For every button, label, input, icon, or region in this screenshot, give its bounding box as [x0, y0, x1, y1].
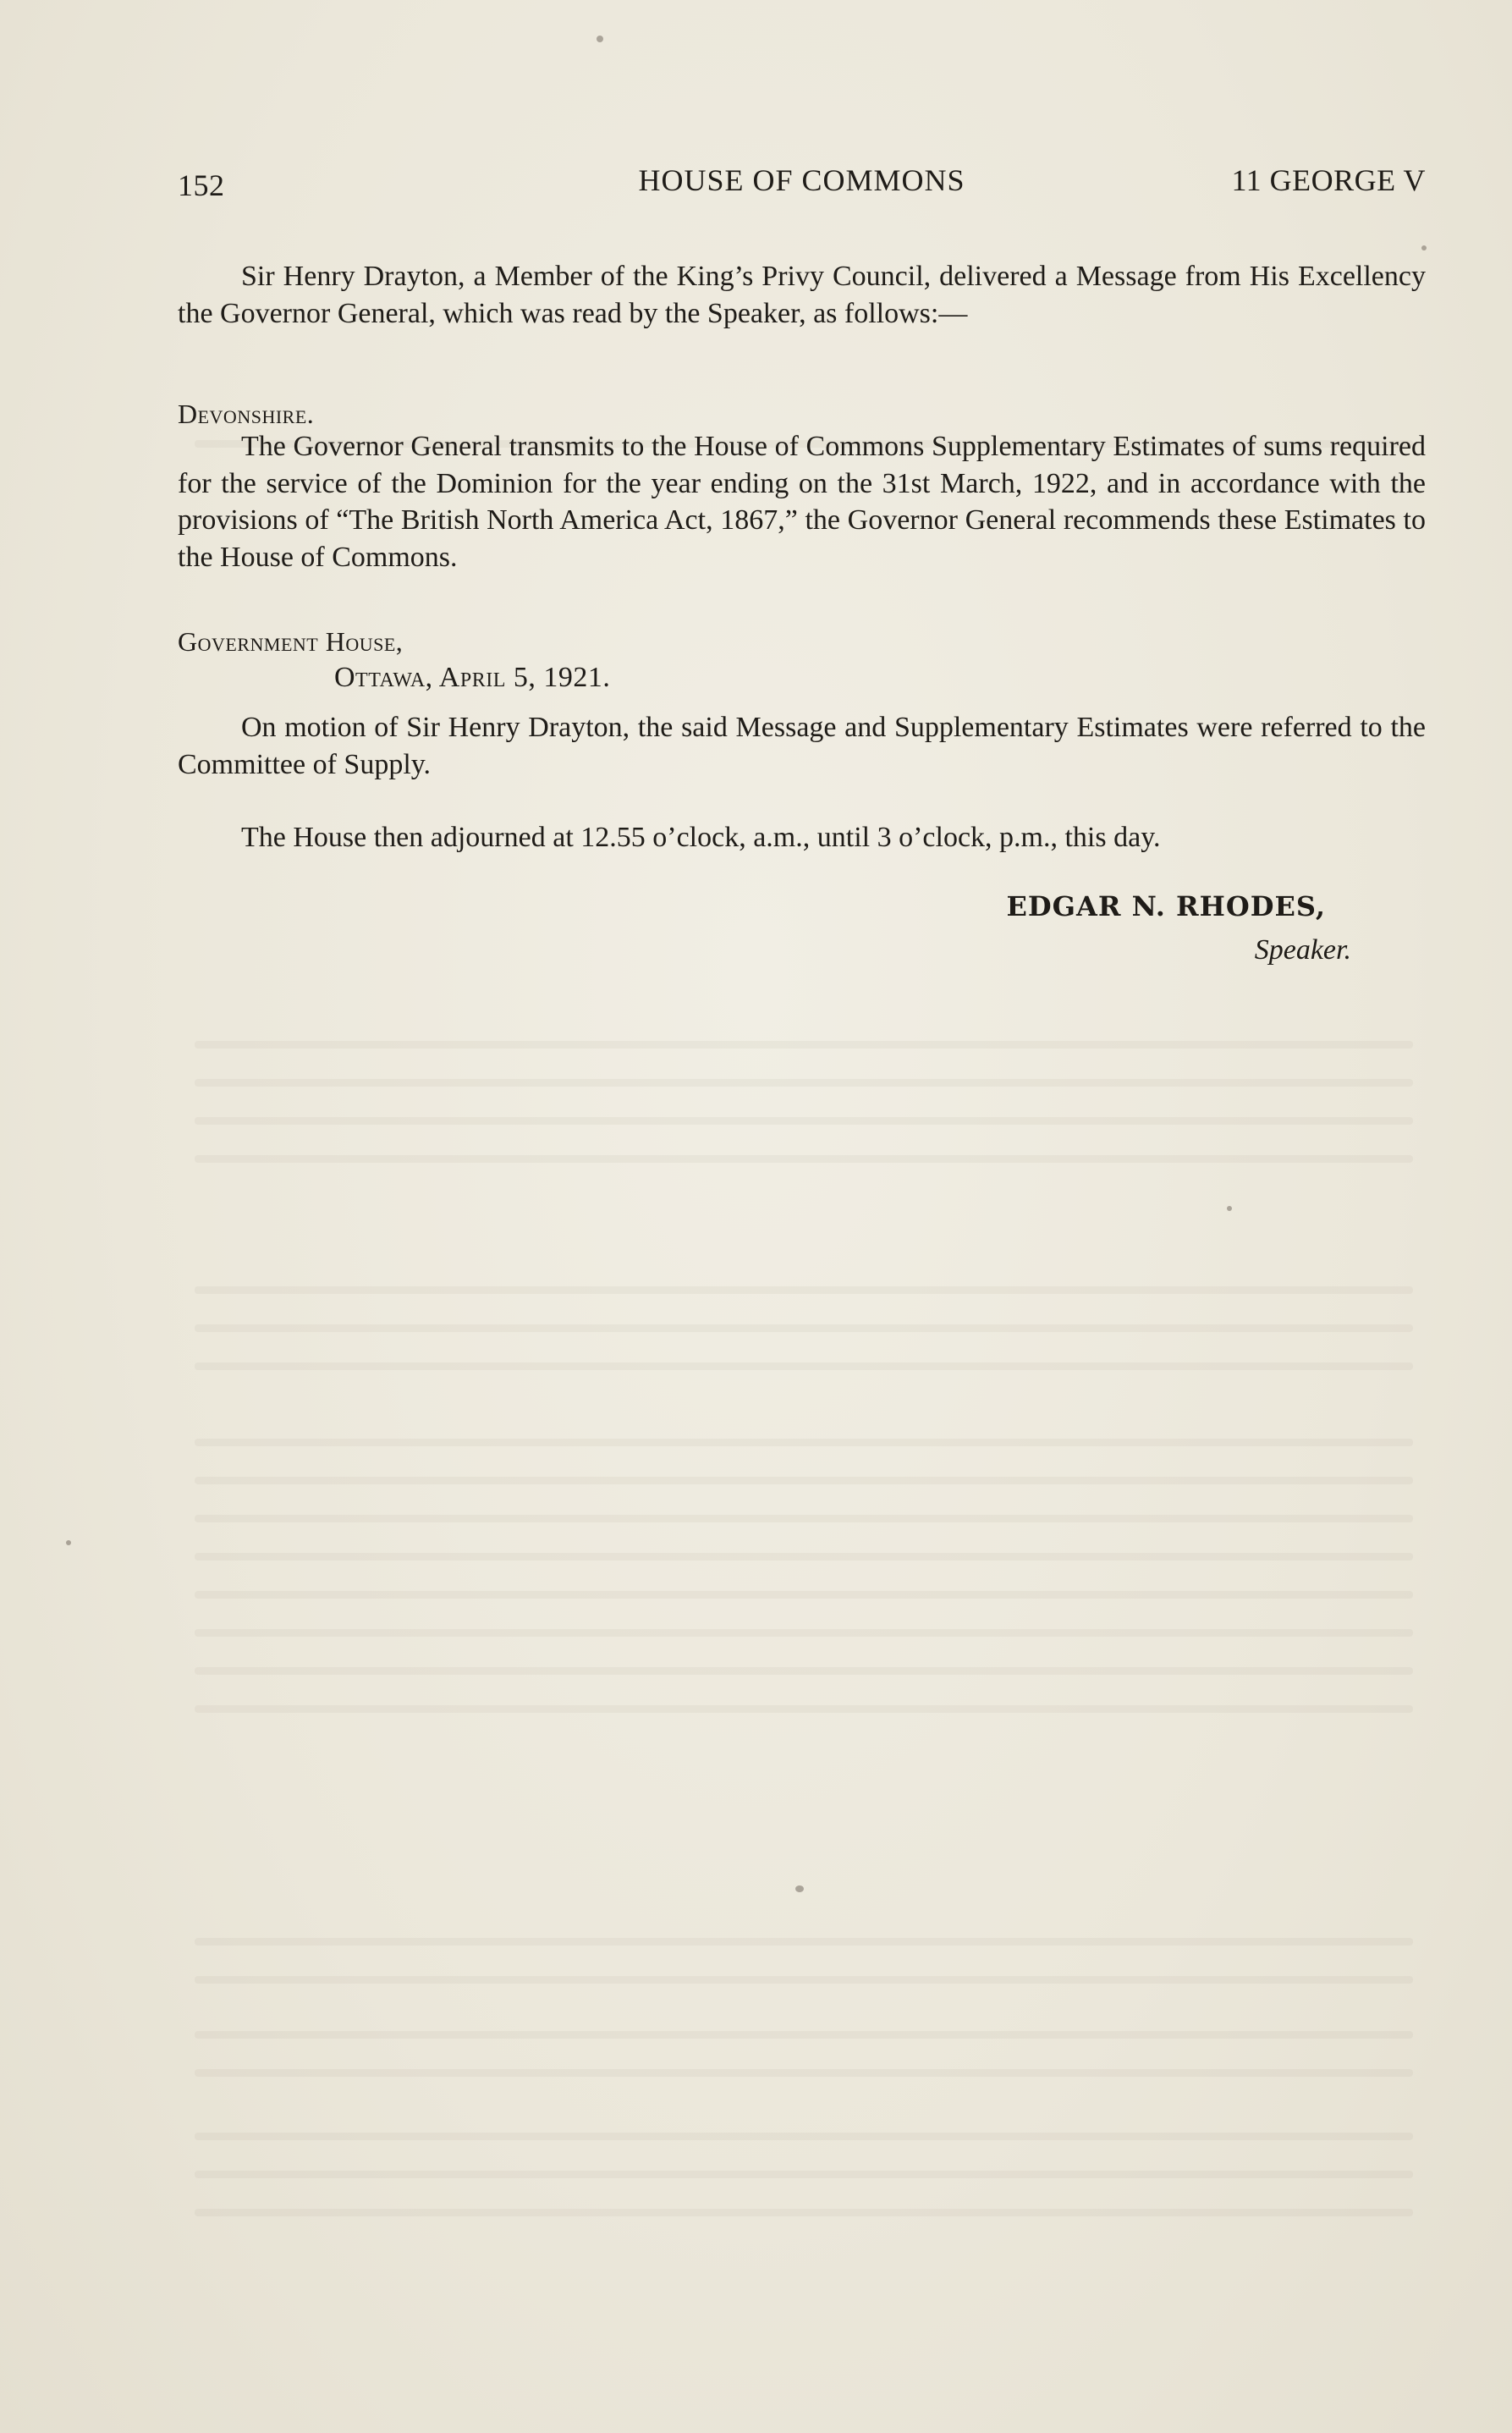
bleed-through-line — [195, 2069, 1413, 2077]
bleed-through-line — [195, 1629, 1413, 1637]
running-title: HOUSE OF COMMONS — [638, 163, 965, 197]
bleed-through-line — [195, 1515, 1413, 1522]
bleed-through-line — [195, 1976, 1413, 1984]
bleed-through-line — [195, 2171, 1413, 2178]
bleed-through-line — [195, 1117, 1413, 1125]
motion-text: On motion of Sir Henry Drayton, the said Message and Supplementary Estimates were referred to the Committee of Supply. — [178, 712, 1426, 780]
message-paragraph — [178, 258, 1426, 332]
page-number: 152 — [178, 168, 225, 202]
bleed-through-line — [195, 1667, 1413, 1675]
signature-block — [1007, 890, 1385, 966]
paper-speck — [66, 1540, 71, 1545]
date-line — [334, 659, 1096, 696]
bleed-through-line — [195, 1286, 1413, 1294]
date-text: Ottawa, April 5, 1921. — [334, 662, 611, 693]
paper-speck — [597, 36, 603, 42]
bleed-through-line — [195, 1439, 1413, 1446]
transmit-paragraph — [178, 428, 1426, 575]
adjourn-paragraph — [178, 819, 1426, 856]
bleed-through-line — [195, 2209, 1413, 2216]
bleed-through-line — [195, 1041, 1413, 1049]
regnal-year: 11 GEORGE V — [1231, 163, 1426, 197]
paper-speck — [795, 1885, 804, 1892]
paper-speck — [1227, 1206, 1232, 1211]
bleed-through-line — [195, 1705, 1413, 1713]
adjourn-text: The House then adjourned at 12.55 o’clock, a.m., until 3 o’clock, p.m., this day. — [241, 822, 1161, 853]
motion-paragraph — [178, 709, 1426, 783]
place-line: Government House, — [178, 626, 404, 657]
speaker-name: EDGAR N. RHODES, — [1006, 890, 1326, 922]
bleed-through-line — [195, 1155, 1413, 1163]
bleed-through-line — [195, 1324, 1413, 1332]
bleed-through-line — [195, 1553, 1413, 1561]
running-header — [178, 162, 1426, 205]
bleed-through-line — [195, 1362, 1413, 1370]
bleed-through-line — [195, 1079, 1413, 1087]
bleed-through-line — [195, 2031, 1413, 2039]
signed-by: Devonshire. — [178, 399, 315, 429]
bleed-through-line — [195, 1591, 1413, 1599]
speaker-title: Speaker. — [1254, 934, 1351, 966]
message-text: Sir Henry Drayton, a Member of the King’s Privy Council, delivered a Message from His Excellency the Governor General, which was read by the Speaker, as follows:— — [178, 261, 1426, 329]
paper-speck — [1421, 245, 1427, 250]
bleed-through-line — [195, 1477, 1413, 1484]
transmit-text: The Governor General transmits to the House of Commons Supplementary Estimates of sums required for the service of the Dominion for the year ending on the 31st March, 1922, and in accordance with the provisions of “The British North America Act, 1867,” the Governor General recommends these Estimates to the House of Commons. — [178, 431, 1426, 573]
bleed-through-line — [195, 2133, 1413, 2140]
bleed-through-line — [195, 1938, 1413, 1946]
